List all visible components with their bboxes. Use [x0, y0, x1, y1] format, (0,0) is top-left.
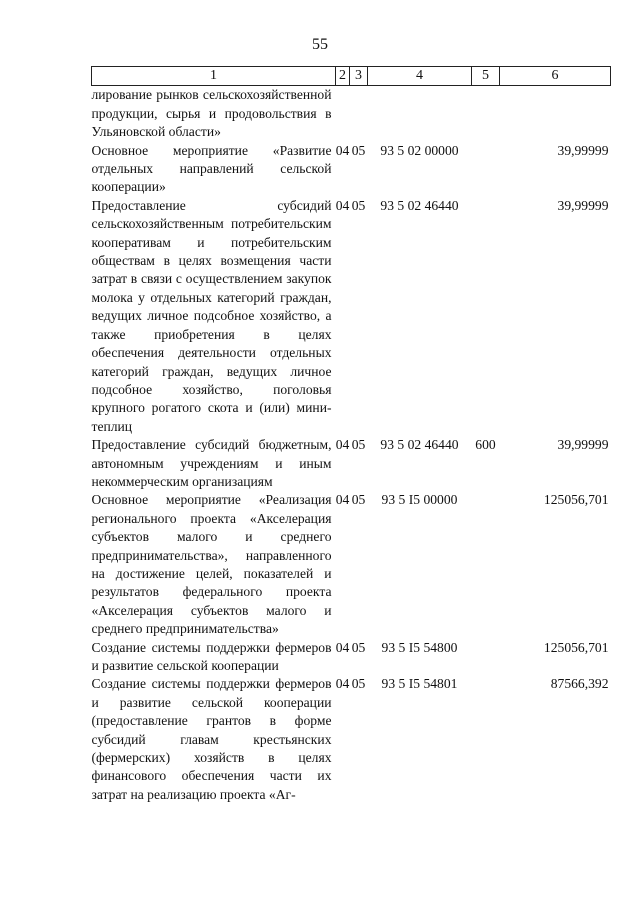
- row-subsection: [350, 86, 368, 142]
- row-expense-type: 600: [475, 437, 496, 453]
- budget-table: [91, 66, 611, 804]
- row-target-code: [368, 86, 472, 142]
- row-target-code: 93 5 I5 54800: [381, 639, 458, 655]
- page-number: 55: [312, 36, 328, 53]
- header-col-4: 4: [368, 67, 472, 86]
- row-section: 04: [335, 639, 350, 655]
- row-name: Создание системы поддержки фермеров и развитие сельской кооперации: [91, 639, 332, 673]
- row-subsection: 05: [351, 676, 366, 692]
- row-subsection: 05: [351, 197, 366, 213]
- table-row: [92, 639, 611, 676]
- row-name: Основное мероприятие «Реализация регионального проекта «Акселерация субъектов малого и среднего предпринимательства», направленного на достижение целей, показателей и результатов федерального проекта «Акселерация субъектов малого и среднего предпринимательства»: [91, 492, 332, 637]
- table-row: [92, 436, 611, 491]
- row-amount: 39,99999: [557, 197, 609, 213]
- header-col-5: 5: [472, 67, 500, 86]
- header-col-6: 6: [500, 67, 611, 86]
- row-expense-type: [472, 639, 500, 676]
- header-col-2: 2: [336, 67, 350, 86]
- row-amount: 39,99999: [557, 437, 609, 453]
- row-target-code: 93 5 02 46440: [380, 197, 459, 213]
- row-name: Предоставление субсидий бюджетным, автономным учреждениям и иным некоммерческим организациям: [91, 437, 332, 489]
- row-expense-type: [472, 86, 500, 142]
- row-section: 04: [335, 676, 350, 692]
- row-section: 04: [335, 197, 350, 213]
- row-name: Предоставление субсидий сельскохозяйственным потребительским кооперативам и потребительским обществам в целях возмещения части затрат в связи с осуществлением закупок молока у отдельных категорий граждан, ведущих личное подсобное хозяйство, а также приобретения в целях обеспечения деятельности отдельных категорий граждан, ведущих личное подсобное хозяйство, поголовья крупного рогатого скота и (или) мини-теплиц: [91, 197, 332, 434]
- row-amount: 125056,701: [543, 492, 609, 508]
- row-name: Создание системы поддержки фермеров и развитие сельской кооперации (предоставление грантов в форме субсидий главам крестьянских (фермерских) хозяйств в целях финансового обеспечения части их затрат на реализацию проекта «Аг-: [91, 676, 332, 802]
- row-subsection: 05: [351, 437, 366, 453]
- row-section: 04: [335, 437, 350, 453]
- table-row: [92, 86, 611, 142]
- row-section: [336, 86, 350, 142]
- row-amount: 125056,701: [543, 639, 609, 655]
- row-name: Основное мероприятие «Развитие отдельных направлений сельской кооперации»: [91, 142, 332, 195]
- row-subsection: 05: [351, 142, 366, 158]
- row-section: 04: [335, 492, 350, 508]
- header-col-1: 1: [92, 67, 336, 86]
- table-row: [92, 491, 611, 638]
- row-expense-type: [472, 197, 500, 436]
- row-target-code: 93 5 I5 00000: [381, 492, 458, 508]
- row-expense-type: [472, 142, 500, 197]
- header-col-3: 3: [350, 67, 368, 86]
- row-amount: 87566,392: [550, 676, 609, 692]
- row-expense-type: [472, 491, 500, 638]
- row-name: лирование рынков сельскохозяйственной продукции, сырья и продовольствия в Ульяновской области»: [91, 87, 332, 140]
- row-section: 04: [335, 142, 350, 158]
- row-expense-type: [472, 675, 500, 804]
- row-subsection: 05: [351, 639, 366, 655]
- row-target-code: 93 5 I5 54801: [381, 676, 458, 692]
- table-row: [92, 197, 611, 436]
- header-row: [92, 67, 611, 86]
- row-target-code: 93 5 02 00000: [380, 142, 459, 158]
- row-amount: 39,99999: [557, 142, 609, 158]
- row-amount: [500, 86, 611, 142]
- row-subsection: 05: [351, 492, 366, 508]
- table-row: [92, 142, 611, 197]
- table-row: [92, 675, 611, 804]
- row-target-code: 93 5 02 46440: [380, 437, 459, 453]
